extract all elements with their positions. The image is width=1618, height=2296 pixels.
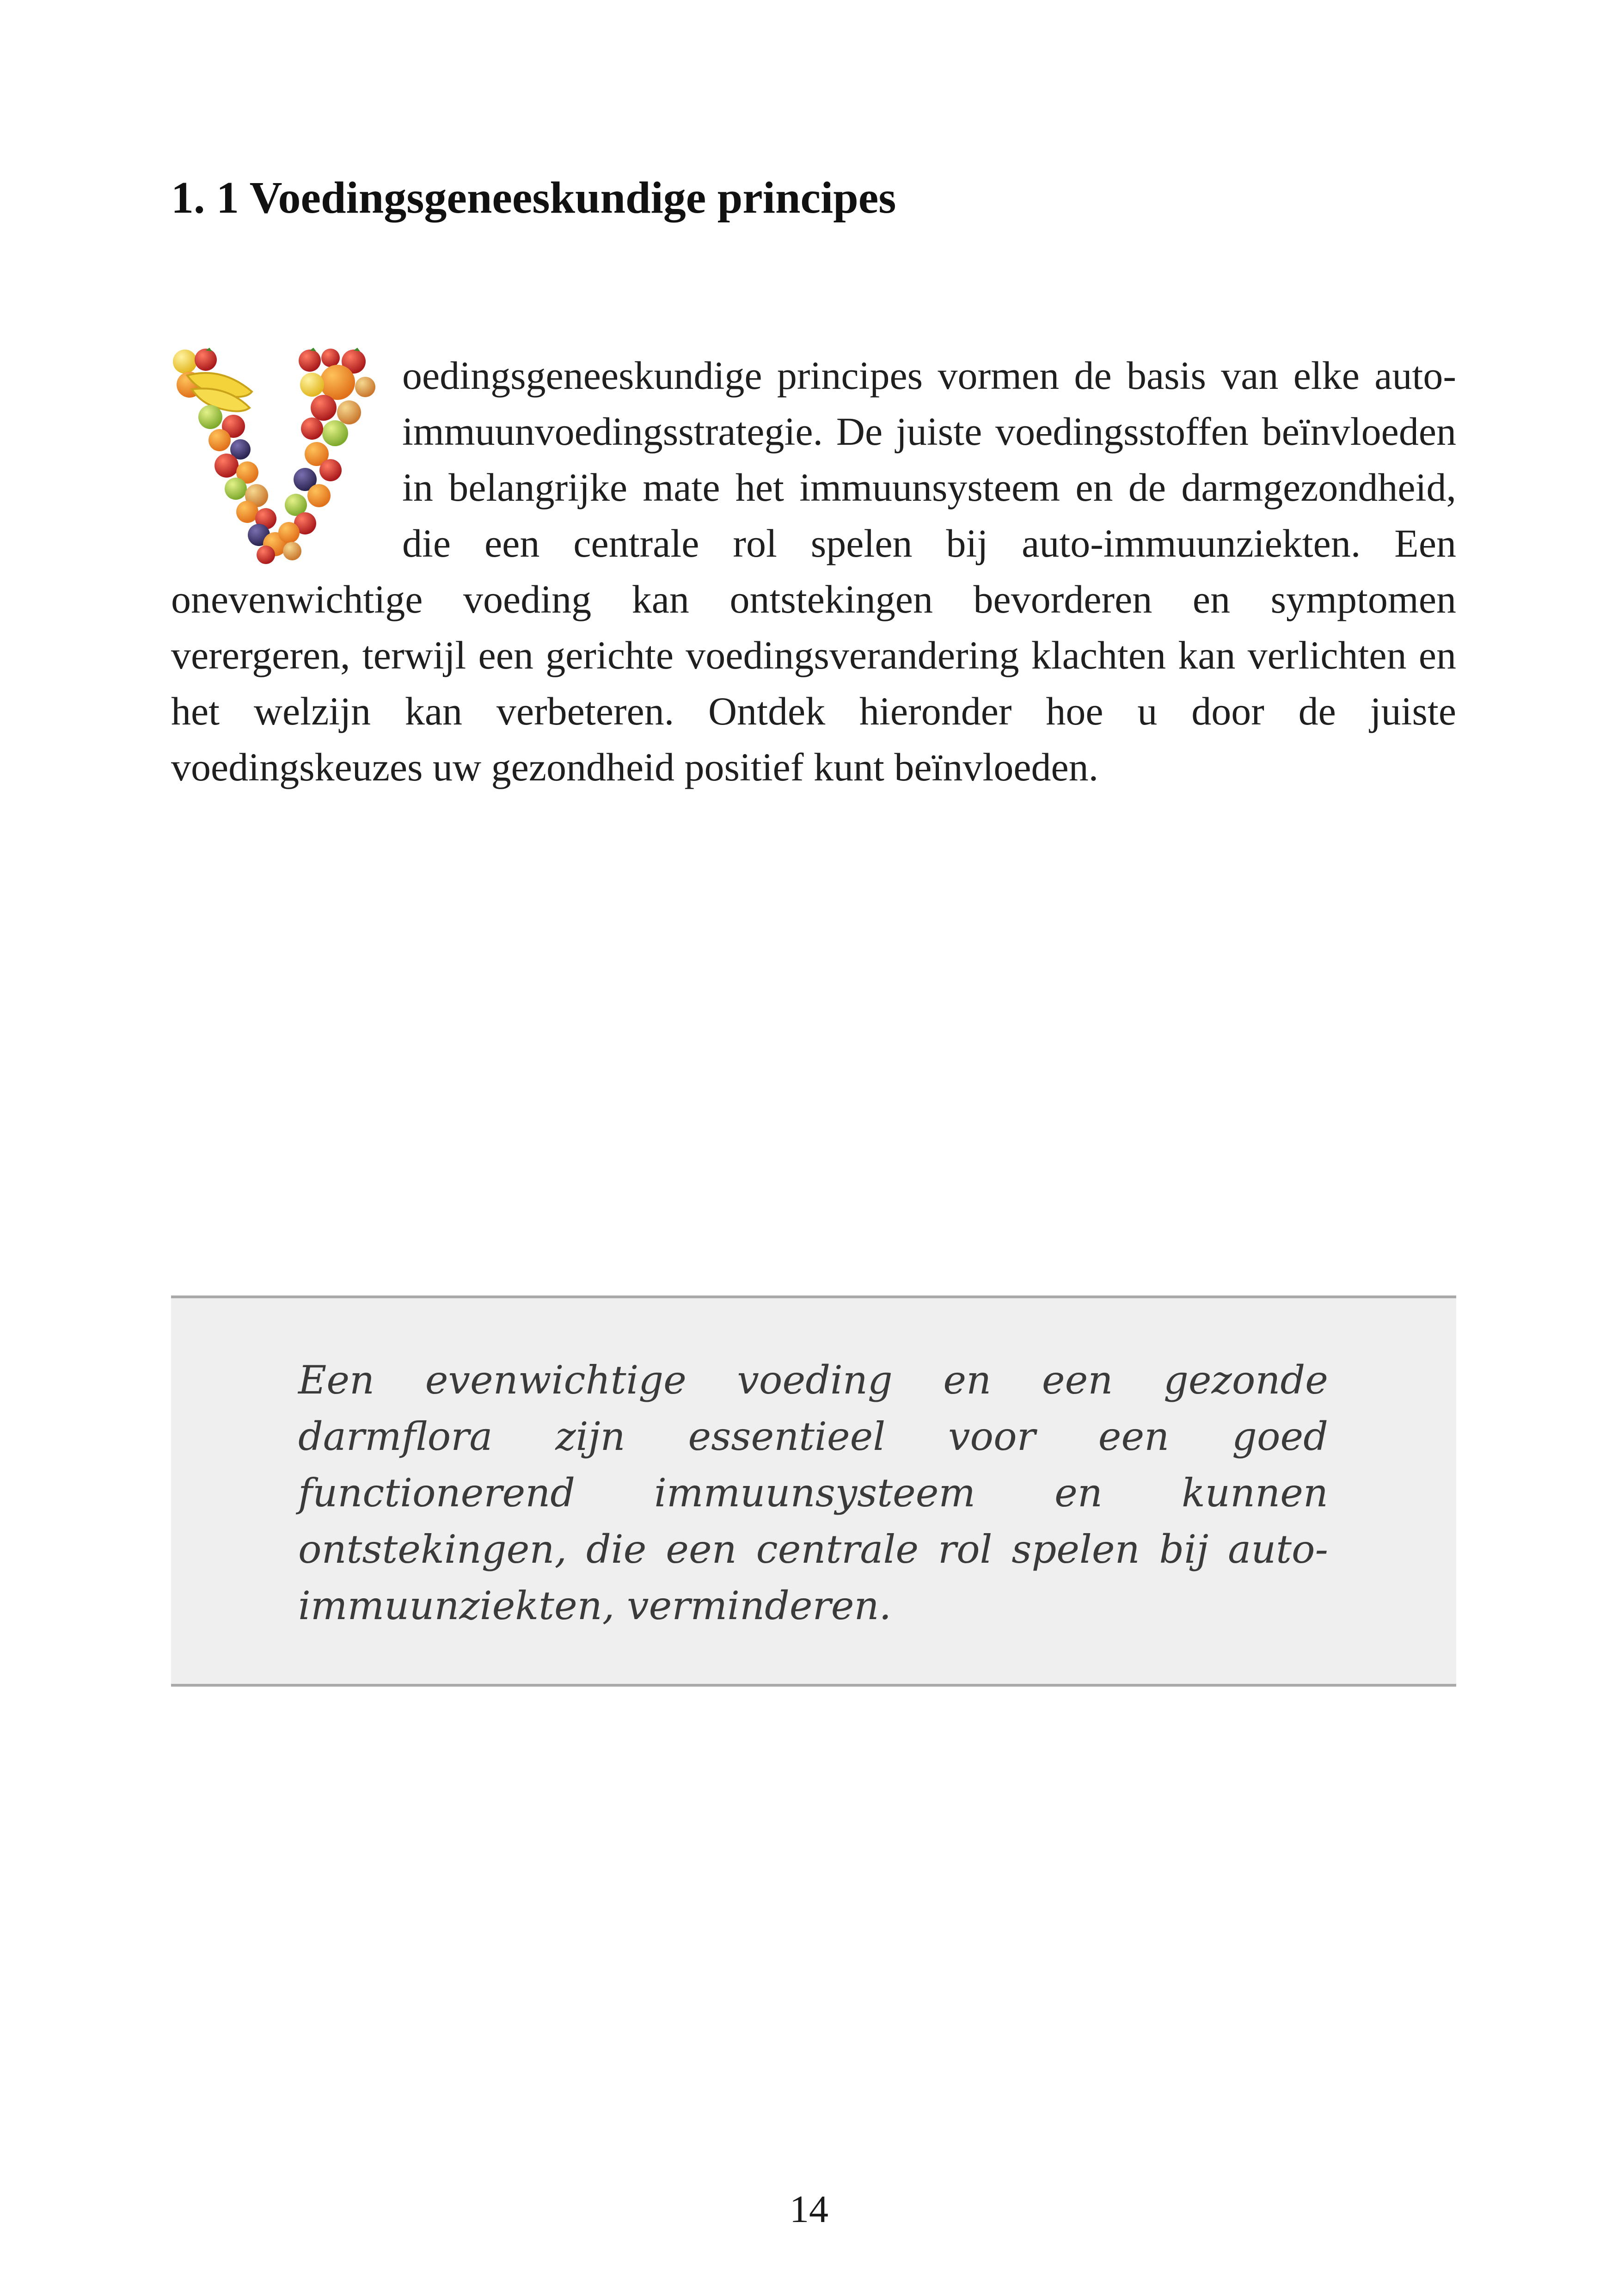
fruit-letter-v-icon xyxy=(171,348,388,565)
section-heading: 1. 1 Voedingsgeneeskundige principes xyxy=(171,173,896,223)
page-number: 14 xyxy=(790,2188,828,2231)
intro-paragraph xyxy=(171,348,1456,795)
intro-text: oedingsgeneeskundige principes vormen de basis van elke auto-immuunvoedingsstrategie. De juiste voedingsstoffen beïnvloeden in belangrijke mate het immuunsysteem en de darmgezondheid, die een centrale rol spelen bij auto-immuunziekten. Een onevenwichtige voeding kan ontstekingen bevorderen en symptomen verergeren, terwijl een gerichte voedingsverandering klachten kan verlichten en het welzijn kan verbeteren. Ontdek hieronder hoe u door de juiste voedingskeuzes uw gezondheid positief kunt beïnvloeden. xyxy=(171,353,1456,789)
callout-box xyxy=(171,1295,1456,1687)
callout-text: Een evenwichtige voeding en een gezonde darmflora zijn essentieel voor een goed functionerend immuunsysteem en kunnen ontstekingen, die een centrale rol spelen bij auto-immuunziekten, verminderen. xyxy=(298,1357,1328,1628)
